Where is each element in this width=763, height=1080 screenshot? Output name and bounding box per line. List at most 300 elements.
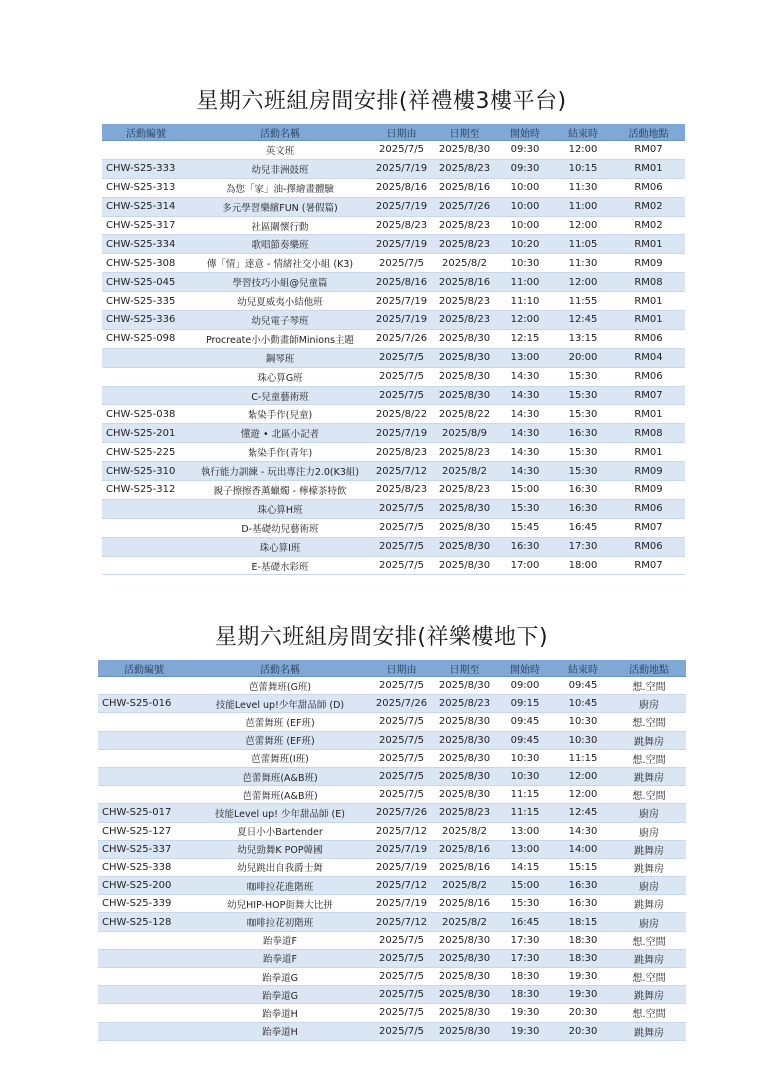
cell-date-from: 2025/7/5: [370, 1022, 433, 1040]
cell-location: 跳舞房: [612, 858, 686, 876]
cell-start-time: 11:10: [496, 292, 554, 311]
cell-start-time: 19:30: [496, 1004, 554, 1022]
cell-date-from: 2025/8/22: [370, 405, 433, 424]
cell-date-from: 2025/7/19: [370, 840, 433, 858]
table-row: [98, 913, 686, 931]
cell-activity-code: CHW-S25-339: [98, 895, 190, 913]
cell-start-time: 10:00: [496, 216, 554, 235]
cell-location: RM09: [612, 462, 685, 481]
cell-location: RM07: [612, 386, 685, 405]
cell-end-time: 10:30: [554, 731, 612, 749]
cell-activity-name: 幼兒夏威夷小結他班: [190, 292, 370, 311]
cell-date-to: 2025/8/23: [433, 235, 496, 254]
cell-activity-code: CHW-S25-317: [102, 216, 190, 235]
cell-date-to: 2025/8/30: [433, 556, 496, 575]
cell-activity-code: [98, 949, 190, 967]
cell-activity-name: 幼兒跳出自我爵士舞: [190, 858, 370, 876]
column-header-end-time: 結束時: [554, 660, 612, 677]
cell-end-time: 12:00: [554, 767, 612, 785]
cell-date-from: 2025/7/5: [370, 141, 433, 160]
cell-date-to: 2025/8/16: [433, 840, 496, 858]
cell-date-to: 2025/8/23: [433, 159, 496, 178]
cell-date-from: 2025/8/23: [370, 216, 433, 235]
cell-end-time: 12:45: [554, 804, 612, 822]
cell-start-time: 09:00: [496, 677, 554, 695]
cell-start-time: 13:00: [496, 840, 554, 858]
cell-end-time: 16:30: [554, 895, 612, 913]
cell-activity-code: CHW-S25-336: [102, 311, 190, 330]
cell-date-from: 2025/7/12: [370, 462, 433, 481]
sheet2-table-body: [98, 677, 686, 1041]
cell-date-to: 2025/8/30: [433, 518, 496, 537]
cell-activity-code: CHW-S25-335: [102, 292, 190, 311]
sheet1-table-body: [102, 141, 685, 575]
table-row: [102, 499, 685, 518]
cell-activity-code: [102, 499, 190, 518]
cell-location: RM08: [612, 424, 685, 443]
cell-end-time: 20:30: [554, 1022, 612, 1040]
cell-end-time: 15:15: [554, 858, 612, 876]
table-row: [102, 424, 685, 443]
cell-activity-name: 芭蕾舞班 (EF班): [190, 731, 370, 749]
cell-end-time: 18:15: [554, 913, 612, 931]
cell-date-to: 2025/8/30: [433, 767, 496, 785]
cell-date-to: 2025/8/2: [433, 254, 496, 273]
table-row: [98, 822, 686, 840]
cell-end-time: 16:30: [554, 499, 612, 518]
cell-activity-name: 幼兒HIP-HOP街舞大比拼: [190, 895, 370, 913]
cell-end-time: 20:00: [554, 348, 612, 367]
cell-activity-name: 珠心算H班: [190, 499, 370, 518]
cell-date-from: 2025/7/5: [370, 367, 433, 386]
sheet1-schedule-table: [102, 124, 685, 575]
cell-end-time: 15:30: [554, 386, 612, 405]
cell-location: RM09: [612, 254, 685, 273]
cell-date-to: 2025/8/30: [433, 367, 496, 386]
cell-location: RM02: [612, 197, 685, 216]
cell-start-time: 13:00: [496, 822, 554, 840]
cell-activity-name: Procreate小小動畫師Minions主題: [190, 329, 370, 348]
table-row: [102, 159, 685, 178]
cell-activity-code: CHW-S25-225: [102, 443, 190, 462]
cell-location: RM08: [612, 273, 685, 292]
cell-activity-name: 技能Level up! 少年甜品師 (E): [190, 804, 370, 822]
cell-date-to: 2025/8/22: [433, 405, 496, 424]
cell-start-time: 16:30: [496, 537, 554, 556]
table-row: [102, 367, 685, 386]
column-header-start-time: 開始時: [496, 660, 554, 677]
cell-date-to: 2025/8/30: [433, 1004, 496, 1022]
cell-location: RM04: [612, 348, 685, 367]
cell-date-from: 2025/7/12: [370, 913, 433, 931]
cell-activity-name: 跆拳道G: [190, 986, 370, 1004]
table-row: [98, 877, 686, 895]
cell-start-time: 14:30: [496, 367, 554, 386]
cell-activity-code: CHW-S25-312: [102, 481, 190, 500]
cell-activity-code: [98, 713, 190, 731]
cell-end-time: 16:30: [554, 424, 612, 443]
cell-activity-name: 跆拳道G: [190, 968, 370, 986]
cell-location: RM07: [612, 141, 685, 160]
cell-end-time: 10:30: [554, 713, 612, 731]
cell-activity-name: 芭蕾舞班 (EF班): [190, 713, 370, 731]
cell-date-from: 2025/7/19: [370, 311, 433, 330]
cell-end-time: 16:45: [554, 518, 612, 537]
table-row: [98, 804, 686, 822]
cell-date-to: 2025/8/30: [433, 713, 496, 731]
cell-activity-name: 咖啡拉花初階班: [190, 913, 370, 931]
cell-activity-code: CHW-S25-308: [102, 254, 190, 273]
cell-date-to: 2025/8/23: [433, 292, 496, 311]
cell-start-time: 09:45: [496, 731, 554, 749]
cell-end-time: 11:05: [554, 235, 612, 254]
cell-date-to: 2025/8/23: [433, 311, 496, 330]
cell-activity-name: 芭蕾舞班(A&B班): [190, 786, 370, 804]
cell-activity-code: CHW-S25-337: [98, 840, 190, 858]
cell-start-time: 18:30: [496, 968, 554, 986]
cell-date-from: 2025/8/16: [370, 273, 433, 292]
cell-activity-name: 學習技巧小組@兒童篇: [190, 273, 370, 292]
cell-date-from: 2025/7/5: [370, 348, 433, 367]
cell-location: 想.空間: [612, 749, 686, 767]
table-row: [98, 731, 686, 749]
table-row: [102, 462, 685, 481]
cell-activity-code: CHW-S25-127: [98, 822, 190, 840]
cell-location: RM06: [612, 329, 685, 348]
cell-end-time: 16:30: [554, 481, 612, 500]
cell-end-time: 12:00: [554, 141, 612, 160]
cell-activity-code: [98, 786, 190, 804]
cell-location: RM01: [612, 311, 685, 330]
cell-end-time: 11:30: [554, 178, 612, 197]
sheet1-title: 星期六班組房間安排(祥禮樓3樓平台): [196, 89, 567, 114]
cell-start-time: 10:30: [496, 749, 554, 767]
cell-start-time: 11:15: [496, 786, 554, 804]
cell-end-time: 20:30: [554, 1004, 612, 1022]
table-row: [98, 713, 686, 731]
column-header-location: 活動地點: [612, 124, 685, 141]
cell-location: RM06: [612, 499, 685, 518]
cell-date-from: 2025/7/5: [370, 731, 433, 749]
cell-start-time: 09:30: [496, 141, 554, 160]
cell-activity-code: [98, 731, 190, 749]
cell-location: 想.空間: [612, 786, 686, 804]
cell-location: 廚房: [612, 877, 686, 895]
cell-start-time: 14:30: [496, 386, 554, 405]
cell-activity-name: D-基礎幼兒藝術班: [190, 518, 370, 537]
cell-date-to: 2025/8/23: [433, 216, 496, 235]
cell-end-time: 11:30: [554, 254, 612, 273]
cell-location: 廚房: [612, 822, 686, 840]
cell-activity-name: C-兒童藝術班: [190, 386, 370, 405]
cell-end-time: 16:30: [554, 877, 612, 895]
cell-start-time: 09:30: [496, 159, 554, 178]
column-header-date-from: 日期由: [370, 660, 433, 677]
cell-activity-name: 跆拳道H: [190, 1004, 370, 1022]
cell-activity-name: 芭蕾舞班(A&B班): [190, 767, 370, 785]
column-header-date-from: 日期由: [370, 124, 433, 141]
cell-activity-name: 珠心算G班: [190, 367, 370, 386]
cell-date-from: 2025/7/19: [370, 424, 433, 443]
column-header-activity-code: 活動編號: [98, 660, 190, 677]
column-header-activity-name: 活動名稱: [190, 660, 370, 677]
cell-date-to: 2025/8/30: [433, 677, 496, 695]
cell-date-from: 2025/7/26: [370, 329, 433, 348]
cell-date-to: 2025/8/16: [433, 895, 496, 913]
cell-location: RM06: [612, 367, 685, 386]
cell-activity-name: 多元學習樂繽FUN (暑假篇): [190, 197, 370, 216]
cell-start-time: 14:15: [496, 858, 554, 876]
cell-date-to: 2025/8/9: [433, 424, 496, 443]
cell-date-from: 2025/7/5: [370, 931, 433, 949]
cell-start-time: 12:15: [496, 329, 554, 348]
cell-start-time: 15:00: [496, 877, 554, 895]
cell-start-time: 14:30: [496, 443, 554, 462]
cell-date-to: 2025/8/16: [433, 178, 496, 197]
cell-end-time: 15:30: [554, 367, 612, 386]
cell-end-time: 19:30: [554, 968, 612, 986]
cell-date-to: 2025/8/30: [433, 386, 496, 405]
cell-activity-code: CHW-S25-017: [98, 804, 190, 822]
table-row: [102, 537, 685, 556]
cell-date-to: 2025/8/30: [433, 537, 496, 556]
cell-activity-name: 幼兒電子琴班: [190, 311, 370, 330]
cell-date-to: 2025/8/30: [433, 786, 496, 804]
cell-location: 想.空間: [612, 713, 686, 731]
cell-start-time: 17:30: [496, 931, 554, 949]
table-row: [98, 749, 686, 767]
cell-end-time: 14:30: [554, 822, 612, 840]
cell-date-to: 2025/8/30: [433, 499, 496, 518]
cell-location: RM07: [612, 556, 685, 575]
table-row: [98, 986, 686, 1004]
cell-end-time: 11:00: [554, 197, 612, 216]
cell-date-to: 2025/8/16: [433, 858, 496, 876]
cell-location: RM01: [612, 443, 685, 462]
cell-end-time: 18:30: [554, 949, 612, 967]
table-row: [98, 695, 686, 713]
cell-date-to: 2025/8/23: [433, 804, 496, 822]
cell-location: 跳舞房: [612, 767, 686, 785]
cell-activity-code: [102, 386, 190, 405]
cell-date-from: 2025/7/5: [370, 254, 433, 273]
cell-location: 廚房: [612, 804, 686, 822]
cell-end-time: 18:30: [554, 931, 612, 949]
cell-date-from: 2025/7/5: [370, 537, 433, 556]
cell-location: RM01: [612, 292, 685, 311]
cell-activity-code: CHW-S25-038: [102, 405, 190, 424]
cell-activity-name: 執行能力訓練 - 玩出專注力2.0(K3組): [190, 462, 370, 481]
cell-location: 跳舞房: [612, 986, 686, 1004]
cell-start-time: 14:30: [496, 424, 554, 443]
table-row: [98, 968, 686, 986]
cell-location: 廚房: [612, 695, 686, 713]
cell-activity-name: 咖啡拉花進階班: [190, 877, 370, 895]
cell-date-from: 2025/7/19: [370, 292, 433, 311]
column-header-date-to: 日期至: [433, 124, 496, 141]
cell-start-time: 14:30: [496, 405, 554, 424]
cell-activity-name: E-基礎水彩班: [190, 556, 370, 575]
table-row: [102, 348, 685, 367]
cell-location: RM01: [612, 159, 685, 178]
cell-activity-name: 英文班: [190, 141, 370, 160]
cell-activity-name: 為您「家」油-擇繪畫體驗: [190, 178, 370, 197]
cell-start-time: 15:30: [496, 499, 554, 518]
cell-start-time: 14:30: [496, 462, 554, 481]
cell-location: 跳舞房: [612, 949, 686, 967]
cell-activity-code: [102, 141, 190, 160]
table-row: [102, 311, 685, 330]
cell-start-time: 11:00: [496, 273, 554, 292]
cell-activity-code: [98, 986, 190, 1004]
cell-activity-code: CHW-S25-334: [102, 235, 190, 254]
cell-date-to: 2025/8/30: [433, 1022, 496, 1040]
cell-date-to: 2025/8/30: [433, 348, 496, 367]
cell-date-from: 2025/7/5: [370, 713, 433, 731]
table-row: [102, 329, 685, 348]
cell-activity-code: CHW-S25-333: [102, 159, 190, 178]
cell-activity-code: [98, 1004, 190, 1022]
cell-end-time: 10:15: [554, 159, 612, 178]
cell-start-time: 11:15: [496, 804, 554, 822]
cell-activity-name: 懂遊 • 北區小記者: [190, 424, 370, 443]
cell-start-time: 10:00: [496, 178, 554, 197]
cell-end-time: 12:00: [554, 786, 612, 804]
cell-date-from: 2025/7/5: [370, 677, 433, 695]
cell-activity-name: 傳「情」達意 - 情緒社交小組 (K3): [190, 254, 370, 273]
cell-date-to: 2025/8/2: [433, 913, 496, 931]
cell-start-time: 13:00: [496, 348, 554, 367]
cell-activity-name: 歌唱節奏樂班: [190, 235, 370, 254]
table-row: [98, 1022, 686, 1040]
cell-location: RM01: [612, 235, 685, 254]
table-row: [102, 481, 685, 500]
cell-date-from: 2025/7/19: [370, 197, 433, 216]
table-row: [102, 443, 685, 462]
cell-date-from: 2025/7/5: [370, 949, 433, 967]
cell-date-from: 2025/7/5: [370, 986, 433, 1004]
table-row: [98, 786, 686, 804]
column-header-location: 活動地點: [612, 660, 686, 677]
cell-activity-code: [98, 1022, 190, 1040]
cell-date-from: 2025/8/16: [370, 178, 433, 197]
cell-date-from: 2025/7/5: [370, 499, 433, 518]
table-row: [98, 931, 686, 949]
cell-activity-code: [98, 968, 190, 986]
cell-date-to: 2025/8/30: [433, 329, 496, 348]
cell-start-time: 18:30: [496, 986, 554, 1004]
cell-activity-name: 跆拳道F: [190, 931, 370, 949]
cell-date-to: 2025/8/2: [433, 462, 496, 481]
cell-location: 跳舞房: [612, 840, 686, 858]
cell-date-to: 2025/8/23: [433, 443, 496, 462]
cell-date-from: 2025/7/26: [370, 695, 433, 713]
cell-activity-code: CHW-S25-200: [98, 877, 190, 895]
cell-end-time: 17:30: [554, 537, 612, 556]
cell-activity-name: 跆拳道H: [190, 1022, 370, 1040]
cell-end-time: 13:15: [554, 329, 612, 348]
cell-activity-code: [98, 931, 190, 949]
cell-start-time: 17:30: [496, 949, 554, 967]
cell-date-to: 2025/8/23: [433, 481, 496, 500]
cell-activity-name: 社區關懷行動: [190, 216, 370, 235]
cell-end-time: 15:30: [554, 405, 612, 424]
cell-date-from: 2025/7/5: [370, 1004, 433, 1022]
cell-activity-name: 鋼琴班: [190, 348, 370, 367]
cell-end-time: 15:30: [554, 443, 612, 462]
table-row: [102, 197, 685, 216]
cell-end-time: 14:00: [554, 840, 612, 858]
cell-location: RM07: [612, 518, 685, 537]
cell-end-time: 11:55: [554, 292, 612, 311]
cell-date-to: 2025/8/30: [433, 986, 496, 1004]
cell-activity-name: 跆拳道F: [190, 949, 370, 967]
cell-location: 廚房: [612, 913, 686, 931]
cell-date-from: 2025/7/26: [370, 804, 433, 822]
cell-activity-code: CHW-S25-310: [102, 462, 190, 481]
cell-activity-name: 紮染手作(青年): [190, 443, 370, 462]
table-row: [102, 292, 685, 311]
cell-activity-code: [102, 367, 190, 386]
cell-date-from: 2025/7/5: [370, 968, 433, 986]
cell-end-time: 12:00: [554, 273, 612, 292]
cell-start-time: 15:00: [496, 481, 554, 500]
table-row: [98, 677, 686, 695]
column-header-date-to: 日期至: [433, 660, 496, 677]
cell-location: RM02: [612, 216, 685, 235]
cell-activity-code: [98, 677, 190, 695]
cell-activity-code: [102, 556, 190, 575]
table-row: [102, 518, 685, 537]
table-row: [102, 216, 685, 235]
cell-activity-code: CHW-S25-098: [102, 329, 190, 348]
cell-end-time: 12:45: [554, 311, 612, 330]
sheet1-table-header: [102, 124, 685, 141]
cell-activity-code: CHW-S25-045: [102, 273, 190, 292]
cell-start-time: 09:45: [496, 713, 554, 731]
cell-date-from: 2025/7/5: [370, 749, 433, 767]
cell-activity-name: 技能Level up!少年甜品師 (D): [190, 695, 370, 713]
cell-date-to: 2025/7/26: [433, 197, 496, 216]
sheet2-schedule-table: [98, 660, 686, 1041]
cell-date-to: 2025/8/30: [433, 749, 496, 767]
cell-activity-code: CHW-S25-128: [98, 913, 190, 931]
cell-end-time: 10:45: [554, 695, 612, 713]
cell-start-time: 10:00: [496, 197, 554, 216]
cell-start-time: 16:45: [496, 913, 554, 931]
cell-date-from: 2025/7/19: [370, 895, 433, 913]
cell-activity-code: [98, 767, 190, 785]
cell-date-from: 2025/7/5: [370, 786, 433, 804]
cell-end-time: 18:00: [554, 556, 612, 575]
cell-start-time: 17:00: [496, 556, 554, 575]
table-row: [102, 235, 685, 254]
cell-date-to: 2025/8/30: [433, 141, 496, 160]
column-header-start-time: 開始時: [496, 124, 554, 141]
cell-date-from: 2025/8/23: [370, 443, 433, 462]
table-row: [102, 178, 685, 197]
column-header-activity-name: 活動名稱: [190, 124, 370, 141]
table-row: [102, 556, 685, 575]
cell-date-from: 2025/7/19: [370, 235, 433, 254]
cell-location: 想.空間: [612, 968, 686, 986]
cell-start-time: 10:30: [496, 767, 554, 785]
cell-start-time: 12:00: [496, 311, 554, 330]
cell-location: RM09: [612, 481, 685, 500]
cell-activity-name: 芭蕾舞班(G班): [190, 677, 370, 695]
cell-date-from: 2025/7/5: [370, 767, 433, 785]
table-row: [98, 949, 686, 967]
